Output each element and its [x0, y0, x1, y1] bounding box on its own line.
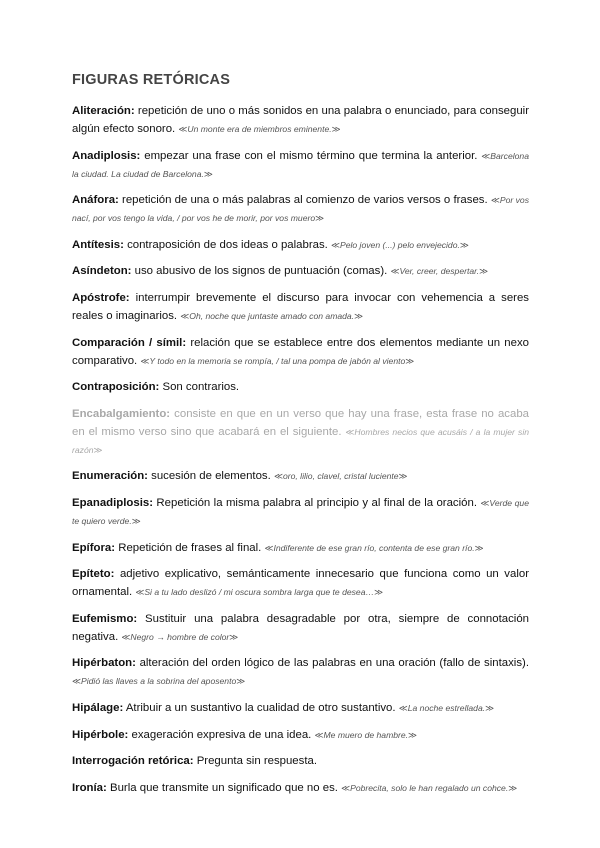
entry-term: Hipérbaton:: [72, 657, 136, 670]
entry-definition: consiste en que en un verso que hay una frase, esta frase no acaba en el mismo verso sino que acabará en el siguiente.: [72, 407, 529, 438]
entry-term: Encabalgamiento:: [72, 407, 171, 420]
entry-contraposicion: [72, 378, 529, 396]
entry-example: ≪Y todo en la memoria se rompía, / tal una pompa de jabón al viento≫: [140, 355, 415, 366]
entry-example: ≪Barcelona la ciudad. La ciudad de Barcelona.≫: [72, 150, 529, 179]
entry-term: Anáfora:: [72, 194, 119, 207]
entry-term: Ironía:: [72, 781, 107, 794]
document-page: [72, 72, 529, 805]
entry-definition: Pregunta sin respuesta.: [193, 755, 318, 768]
entry-term: Contraposición:: [72, 381, 160, 394]
entry-example: ≪Pelo joven (...) pelo envejecido.≫: [330, 239, 469, 250]
entry-antitesis: [72, 236, 529, 254]
entry-definition: repetición de una o más palabras al comienzo de varios versos o frases.: [118, 194, 491, 207]
entry-example: ≪Pidió las llaves a la sobrina del aposento≫: [72, 676, 246, 687]
entry-hipalage: [72, 699, 529, 717]
entry-definition: Atribuir a un sustantivo la cualidad de otro sustantivo.: [123, 701, 399, 714]
entry-definition: Son contrarios.: [159, 381, 240, 394]
entry-asindeton: [72, 262, 529, 280]
entry-definition: contraposición de dos ideas o palabras.: [123, 238, 331, 251]
entry-example: ≪Oh, noche que juntaste amado con amada.≫: [180, 310, 364, 321]
entry-epifora: [72, 539, 529, 557]
entry-definition: exageración expresiva de una idea.: [128, 728, 315, 741]
entry-definition: relación que se establece entre dos elementos mediante un nexo comparativo.: [72, 336, 529, 367]
entry-example: ≪Pobrecita, solo le han regalado un cohce.≫: [341, 782, 518, 793]
entry-example: ≪Por vos nací, por vos tengo la vida, / por vos he de morir, por vos muero≫: [72, 195, 529, 224]
entry-definition: Sustituir una palabra desagradable por otra, siempre de connotación negativa.: [72, 612, 529, 643]
entry-term: Hipérbole:: [72, 728, 129, 741]
entry-term: Anadiplosis:: [72, 149, 141, 162]
entry-enumeracion: [72, 467, 529, 485]
entry-term: Epanadiplosis:: [72, 496, 154, 509]
entry-definition: repetición de uno o más sonidos en una palabra o enunciado, para conseguir algún efecto sonoro.: [72, 105, 529, 135]
entry-example: ≪Ver, creer, despertar.≫: [390, 266, 489, 277]
entry-apostrofe: [72, 289, 529, 325]
entry-term: Interrogación retórica:: [72, 755, 194, 768]
entry-encabalgamiento: [72, 405, 529, 459]
entry-epiteto: [72, 565, 529, 601]
entry-definition: Repetición la misma palabra al principio y al final de la oración.: [153, 496, 481, 509]
entry-anadiplosis: [72, 147, 529, 183]
entry-example: ≪Negro → hombre de color≫: [121, 631, 239, 642]
entry-hiperbole: [72, 726, 529, 744]
entry-example: ≪Verde que te quiero verde.≫: [72, 497, 529, 526]
entry-term: Asíndeton:: [72, 265, 132, 278]
entry-term: Antítesis:: [72, 238, 124, 251]
entry-term: Epífora:: [72, 541, 116, 554]
entry-epanadiplosis: [72, 494, 529, 530]
entry-interrogacion-retorica: [72, 752, 529, 770]
entry-definition: uso abusivo de los signos de puntuación (comas).: [131, 265, 391, 278]
entry-definition: adjetivo explicativo, semánticamente innecesario que funciona como un valor ornamental.: [72, 568, 529, 599]
entry-hiperbaton: [72, 654, 529, 690]
entry-example: ≪Hombres necios que acusáis / a la mujer sin razón≫: [72, 426, 530, 455]
entry-example: ≪oro, lilio, clavel, cristal luciente≫: [273, 471, 408, 482]
entry-anafora: [72, 191, 529, 227]
entry-definition: interrumpir brevemente el discurso para invocar con vehemencia a seres reales o imaginarios.: [72, 291, 529, 322]
entry-term: Epíteto:: [72, 568, 115, 581]
entry-term: Aliteración:: [72, 105, 135, 117]
entry-comparacion: [72, 334, 529, 370]
entry-definition: Repetición de frases al final.: [115, 541, 265, 554]
entry-term: Enumeración:: [72, 470, 148, 483]
entry-example: ≪Un monte era de miembros eminente.≫: [178, 124, 341, 134]
entry-example: ≪La noche estrellada.≫: [398, 702, 495, 713]
entry-ironia: [72, 779, 529, 797]
entry-example: ≪Me muero de hambre.≫: [314, 729, 418, 740]
entry-term: Eufemismo:: [72, 612, 138, 625]
entry-aliteracion: [72, 102, 529, 138]
entry-definition: sucesión de elementos.: [147, 470, 274, 483]
entry-eufemismo: [72, 610, 529, 646]
entry-example: ≪Indiferente de ese gran río, contenta de ese gran río.≫: [264, 542, 484, 553]
entry-definition: alteración del orden lógico de las palabras en una oración (fallo de sintaxis).: [135, 657, 529, 670]
entry-definition: Burla que transmite un significado que no es.: [106, 781, 342, 794]
entry-definition: empezar una frase con el mismo término que termina la anterior.: [140, 149, 482, 162]
entry-term: Hipálage:: [72, 701, 124, 714]
entry-term: Apóstrofe:: [72, 291, 130, 304]
entry-term: Comparación / símil:: [72, 336, 187, 349]
page-title: FIGURAS RETÓRICAS: [72, 72, 231, 88]
entry-example: ≪Si a tu lado deslizó / mi oscura sombra larga que te desea…≫: [135, 587, 384, 598]
